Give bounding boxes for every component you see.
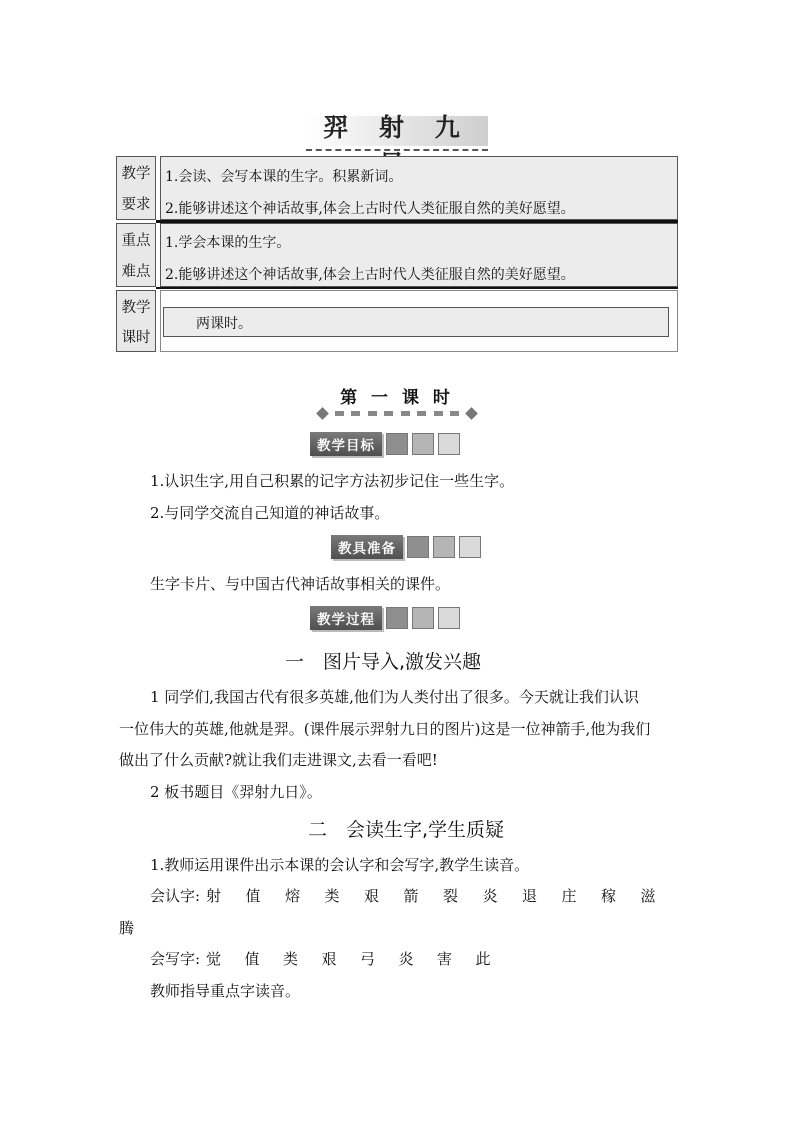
paragraph-line: 一位伟大的英雄,他就是羿。(课件展示羿射九日的图片)这是一位神箭手,他为我们 [119,720,651,738]
char-item: 值 [245,887,261,905]
paragraph-line: 教师指导重点字读音。 [150,982,301,1000]
row-content [160,223,678,287]
char-item: 射 [206,887,222,905]
banner-label: 教学目标 [310,432,382,456]
paragraph-line: 做出了什么贡献?就让我们走进课文,去看一看吧! [119,751,438,769]
char-item: 滋 [640,887,656,905]
row-divider [156,287,678,289]
char-item: 类 [324,887,340,905]
char-item: 艰 [321,950,337,968]
periods-text: 两课时。 [196,316,252,332]
char-item: 类 [283,950,299,968]
content-line: 2.能够讲述这个神话故事,体会上古时代人类征服自然的美好愿望。 [165,267,575,283]
lesson-info-table [116,156,678,352]
table-row-requirements [116,156,678,220]
row-label [116,223,156,287]
char-item: 值 [244,950,260,968]
content-line: 2.能够讲述这个神话故事,体会上古时代人类征服自然的美好愿望。 [165,201,575,217]
content-line: 1.会读、会写本课的生字。积累新词。 [165,169,403,185]
periods-box [163,307,669,337]
recognize-label: 会认字: [150,887,201,905]
tools-text: 生字卡片、与中国古代神话故事相关的课件。 [150,575,451,593]
row-label-line: 重点 [121,233,151,249]
table-row-periods [116,290,678,352]
char-item: 炎 [398,950,414,968]
row-label-line: 教学 [121,166,151,182]
write-label: 会写字: [150,950,201,968]
char-item: 害 [437,950,453,968]
char-item: 裂 [443,887,459,905]
row-content [160,156,678,220]
title-text: 羿 射 九 [323,113,471,142]
section-heading: 二 会读生字,学生质疑 [308,819,505,841]
char-item: 弓 [360,950,376,968]
heading-decoration [318,406,476,420]
title-underline [306,149,488,151]
row-content [160,290,678,352]
paragraph-line: 1 同学们,我国古代有很多英雄,他们为人类付出了很多。今天就让我们认识 [150,688,639,706]
row-label-line: 要求 [121,197,151,213]
section-heading: 一 图片导入,激发兴趣 [285,651,482,673]
page-title [306,108,488,152]
recognize-chars [206,885,676,906]
recognize-wrap-char: 腾 [119,919,135,937]
row-label-line: 教学 [121,299,151,316]
char-item: 炎 [482,887,498,905]
table-row-keypoints [116,223,678,287]
paragraph-line: 2 板书题目《羿射九日》。 [150,783,322,801]
char-item: 艰 [364,887,380,905]
banner-tools [331,535,481,559]
write-chars [206,948,526,969]
lesson-heading [318,383,476,423]
goal-item: 2.与同学交流自己知道的神话故事。 [150,504,390,522]
lesson-heading-text: 第 一 课 时 [340,388,454,408]
char-item: 熔 [285,887,301,905]
row-label [116,290,156,352]
banner-process [310,606,460,630]
char-item: 退 [522,887,538,905]
char-item: 箭 [403,887,419,905]
paragraph-line: 1.教师运用课件出示本课的会认字和会写字,教学生读音。 [150,856,530,874]
banner-label: 教学过程 [310,606,382,630]
row-label [116,156,156,220]
content-line: 1.学会本课的生字。 [165,235,291,251]
char-item: 稼 [601,887,617,905]
banner-label: 教具准备 [331,535,403,559]
char-item: 此 [475,950,491,968]
char-item: 庄 [561,887,577,905]
row-label-line: 难点 [121,264,151,280]
banner-goals [310,432,460,456]
row-label-line: 课时 [121,329,151,346]
char-item: 觉 [206,950,222,968]
goal-item: 1.认识生字,用自己积累的记字方法初步记住一些生字。 [150,472,515,490]
